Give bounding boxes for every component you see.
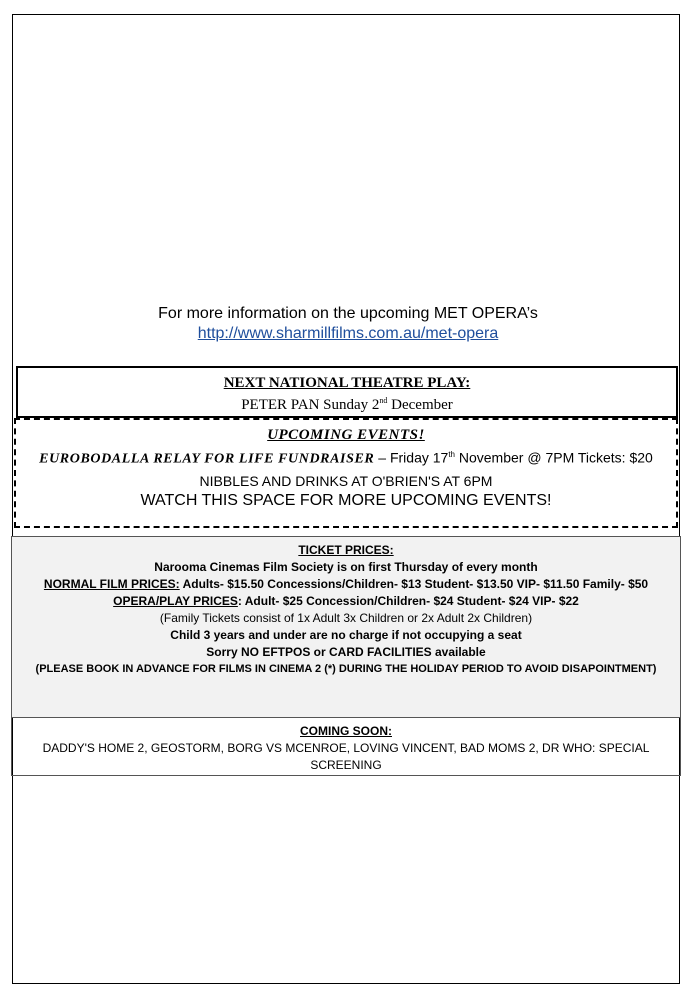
met-opera-info	[12, 304, 684, 344]
opera-prices-values: : Adult- $25 Concession/Children- $24 Student- $24 VIP- $22	[237, 594, 579, 608]
fundraiser-date-suffix: th	[448, 450, 455, 459]
child-policy-line: Child 3 years and under are no charge if not occupying a seat	[170, 628, 522, 642]
upcoming-events-box	[14, 418, 678, 528]
nibbles-line: NIBBLES AND DRINKS AT O'BRIEN'S AT 6PM	[199, 472, 493, 489]
opera-prices-label: OPERA/PLAY PRICES	[113, 594, 238, 608]
normal-prices-label: NORMAL FILM PRICES:	[43, 577, 180, 591]
fundraiser-date: Friday 17	[389, 449, 449, 466]
theatre-heading: NEXT NATIONAL THEATRE PLAY:	[223, 375, 471, 391]
coming-soon-films: DADDY'S HOME 2, GEOSTORM, BORG VS MCENROE, LOVING VINCENT, BAD MOMS 2, DR WHO: SPECIAL SCREENING	[42, 741, 650, 772]
prices-heading: TICKET PRICES:	[298, 543, 394, 557]
fundraiser-name: EUROBODALLA RELAY FOR LIFE FUNDRAISER	[39, 451, 375, 467]
normal-prices-values: Adults- $15.50 Concessions/Children- $13 Student- $13.50 VIP- $11.50 Family- $50	[179, 577, 649, 591]
ticket-prices-box	[11, 536, 681, 718]
normal-prices-line	[12, 576, 680, 593]
events-heading: UPCOMING EVENTS!	[267, 427, 425, 443]
eftpos-line: Sorry NO EFTPOS or CARD FACILITIES available	[206, 645, 486, 659]
theatre-play-suffix: nd	[379, 396, 388, 405]
fundraiser-line	[16, 444, 676, 471]
coming-soon-box	[11, 718, 681, 776]
theatre-play-text: PETER PAN Sunday 2	[241, 397, 380, 413]
theatre-play-month: December	[387, 397, 453, 413]
fundraiser-details: November @ 7PM Tickets: $20	[454, 449, 653, 466]
fundraiser-dash: –	[374, 449, 390, 466]
coming-soon-heading: COMING SOON:	[300, 724, 392, 738]
family-tickets-line: (Family Tickets consist of 1x Adult 3x Children or 2x Adult 2x Children)	[159, 611, 533, 625]
watch-line: WATCH THIS SPACE FOR MORE UPCOMING EVENTS!	[140, 491, 552, 509]
film-society-line: Narooma Cinemas Film Society is on first Thursday of every month	[154, 560, 538, 574]
opera-prices-line	[12, 593, 680, 610]
theatre-play	[18, 392, 676, 414]
national-theatre-box	[16, 366, 678, 418]
met-opera-text: For more information on the upcoming MET OPERA’s	[158, 305, 538, 322]
book-advance-line: (PLEASE BOOK IN ADVANCE FOR FILMS IN CINEMA 2 (*) DURING THE HOLIDAY PERIOD TO AVOID DISAPOINTMENT)	[35, 663, 657, 675]
met-opera-link[interactable]: http://www.sharmillfilms.com.au/met-opera	[197, 325, 499, 342]
